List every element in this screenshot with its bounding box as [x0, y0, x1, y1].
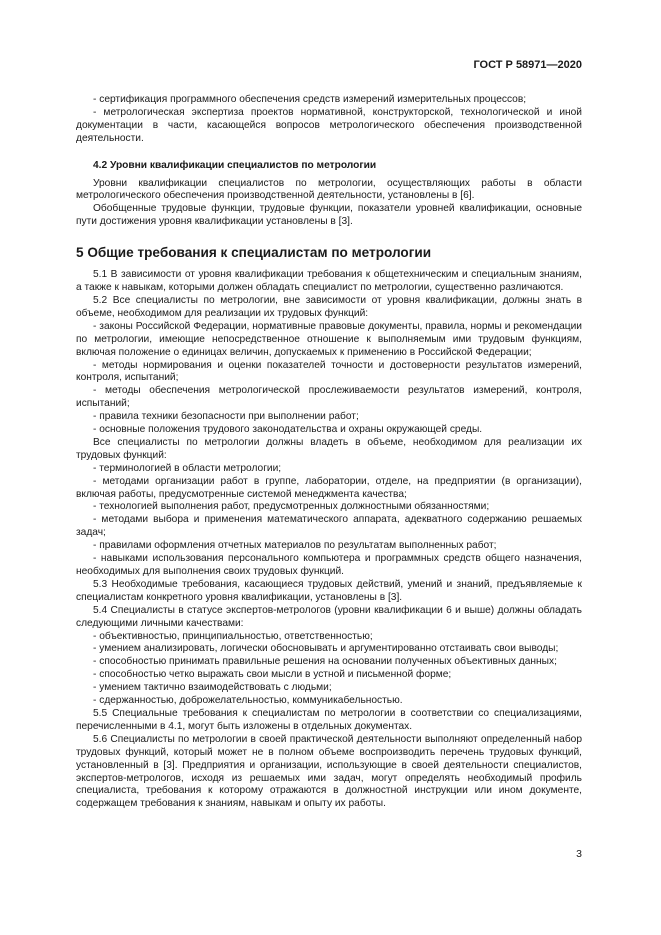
list-item: - объективностью, принципиальностью, ответственностью;: [93, 630, 373, 642]
paragraph: 5.1 В зависимости от уровня квалификации требования к общетехническим и специальным знаниям, а также к навыкам, которыми должен обладать специалист по метрологии, существенно различаются.: [76, 269, 582, 294]
list-item: - умением тактично взаимодействовать с людьми;: [93, 682, 332, 694]
paragraph: Обобщенные трудовые функции, трудовые функции, показатели уровней квалификации, основные пути достижения уровня квалификации установлены в [3].: [76, 203, 582, 228]
list-item: - правилами оформления отчетных материалов по результатам выполненных работ;: [93, 540, 497, 552]
list-item: - методами выбора и применения математического аппарата, адекватного содержанию решаемых задач;: [76, 514, 582, 539]
section-heading: 5 Общие требования к специалистам по метрологии: [76, 245, 432, 261]
paragraph: Все специалисты по метрологии должны владеть в объеме, необходимом для реализации их трудовых функций:: [76, 436, 582, 461]
list-item: - навыками использования персонального компьютера и программных средств общего назначения, необходимых для выполнения своих трудовых функций.: [76, 553, 582, 577]
list-item: - терминологией в области метрологии;: [93, 462, 282, 474]
list-item: - технологией выполнения работ, предусмотренных должностными обязанностями;: [93, 501, 490, 513]
paragraph: 5.5 Специальные требования к специалистам по метрологии в соответствии со специализациями, перечисленными в 4.1, могут быть изложены в отдельных документах.: [76, 707, 582, 732]
document-code: ГОСТ Р 58971—2020: [473, 59, 582, 71]
list-item: - методы нормирования и оценки показателей точности и достоверности результатов измерений, контроля, испытаний;: [76, 359, 582, 384]
list-item: - метрологическая экспертиза проектов нормативной, конструкторской, технологической и иной документации в части, касающейся вопросов метрологического обеспечения производственной деятельности.: [76, 106, 582, 144]
paragraph: Уровни квалификации специалистов по метрологии, осуществляющих работы в области метрологического обеспечения производственной деятельности, установлены в [6].: [76, 177, 582, 202]
list-item: - методы обеспечения метрологической прослеживаемости результатов измерений, контроля, испытаний;: [76, 385, 582, 410]
list-item: - методами организации работ в группе, лаборатории, отделе, на предприятии (в организации), включая работы, предусмотренные системой менеджмента качества;: [76, 475, 582, 500]
subsection-heading: 4.2 Уровни квалификации специалистов по метрологии: [93, 159, 377, 171]
paragraph: 5.2 Все специалисты по метрологии, вне зависимости от уровня квалификации, должны знать в объеме, необходимом для реализации их трудовых функций:: [76, 294, 582, 319]
list-item: - способностью четко выражать свои мысли в устной и письменной форме;: [93, 669, 452, 681]
list-item: - правила техники безопасности при выполнении работ;: [93, 411, 359, 423]
list-item: - сдержанностью, доброжелательностью, коммуникабельностью.: [93, 695, 403, 707]
paragraph: 5.6 Специалисты по метрологии в своей практической деятельности выполняют определенный набор трудовых функций, который может не в полном объеме воспроизводить перечень трудовых функций, установленный в [3]. Предприятия и организации, использующие в своей деятельности специалистов, экспертов-метрологов, исходя из решаемых ими задач, могут определять необходимый профиль специалиста, требования к которому отражаются в должностной инструкции или ином документе, содержащем требования к знаниям, навыкам и опыту их работы.: [76, 733, 582, 810]
list-item: - умением анализировать, логически обосновывать и аргументированно отстаивать свои выводы;: [93, 643, 559, 655]
page-content: [76, 94, 582, 811]
list-item: - сертификация программного обеспечения средств измерений измерительных процессов;: [93, 94, 527, 105]
list-item: - основные положения трудового законодательства и охраны окружающей среды.: [93, 424, 483, 436]
list-item: - законы Российской Федерации, нормативные правовые документы, правила, нормы и рекомендации по метрологии, имеющие непосредственное отношение к выполняемым ими трудовым функциям, включая положение о единицах величин, допускаемых к применению в Российской Федерации;: [76, 320, 582, 358]
page-number: 3: [576, 848, 582, 860]
list-item: - способностью принимать правильные решения на основании полученных объективных данных;: [93, 656, 557, 668]
paragraph: 5.4 Специалисты в статусе экспертов-метрологов (уровни квалификации 6 и выше) должны обладать следующими личными качествами:: [76, 604, 582, 629]
paragraph: 5.3 Необходимые требования, касающиеся трудовых действий, умений и знаний, предъявляемые к специалистам конкретного уровня квалификации, установлены в [3].: [76, 578, 582, 603]
